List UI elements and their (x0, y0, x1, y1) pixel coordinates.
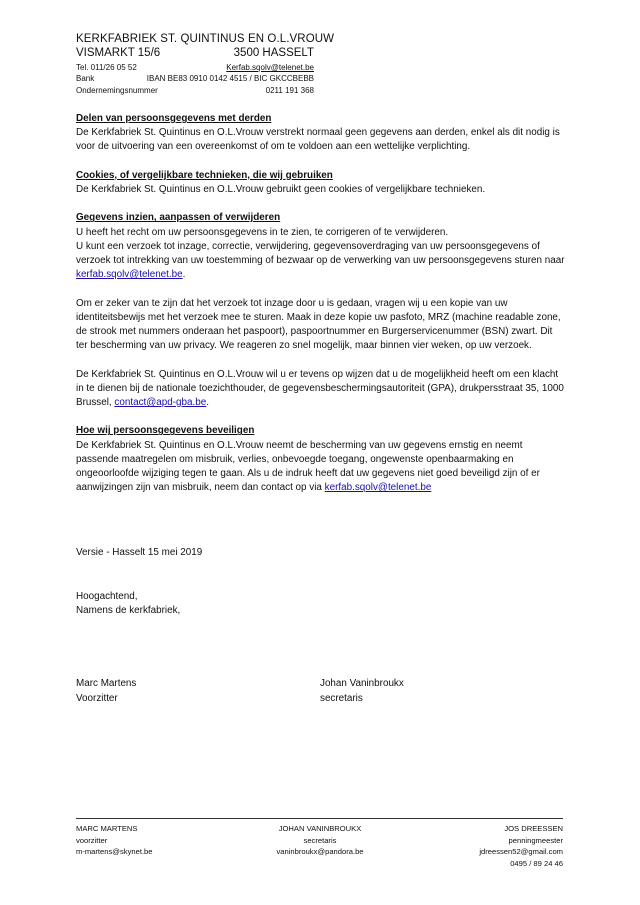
footer-left-name: MARC MARTENS (76, 824, 138, 833)
letterhead-address (76, 47, 314, 59)
signature-right-name: Johan Vaninbroukx (320, 678, 404, 689)
text-security: De Kerkfabriek St. Quintinus en O.L.Vrouw neemt de bescherming van uw gegevens ernstig en neemt passende maatregelen om misbruik, verlies, onbevoegde toegang, ongewenste openbaarmaking en ongeoorloofde wijziging tegen te gaan. Als u de indruk heeft dat uw gegevens niet goed beveiligd zijn of er aanwijzingen zijn van misbruik, neem dan contact op via kerfab.sqolv@telenet.be (76, 439, 540, 494)
text-access-para3: De Kerkfabriek St. Quintinus en O.L.Vrouw wil u er tevens op wijzen dat u de mogelijkheid heeft om een klacht in te dienen bij de nationale toezichthouder, de gegevensbeschermingsautoriteit (GPA), drukpersstraat 35, 1000 Brussel, contact@apd-gba.be. (76, 368, 564, 408)
footer-middle (250, 823, 390, 858)
text-access-line2: U kunt een verzoek tot inzage, correctie, verwijdering, gegevensoverdraging van uw persoonsgegevens of verzoek tot intrekking van uw toestemming of bezwaar op de verwerking van uw persoonsgegevens sturen naar kerfab.sqolv@telenet.be. (76, 240, 565, 281)
footer-left-email: m-martens@skynet.be (76, 847, 153, 857)
footer-left-role: voorzitter (76, 835, 108, 845)
letterhead-street: VISMARKT 15/6 (76, 47, 161, 59)
signature-left-name: Marc Martens (76, 678, 137, 689)
text-cookies: De Kerkfabriek St. Quintinus en O.L.Vrouw gebruikt geen cookies of vergelijkbare technieken. (76, 184, 486, 195)
access-email-link[interactable]: kerfab.sqolv@telenet.be (76, 269, 183, 281)
footer-right-name: JOS DREESSEN (504, 824, 563, 833)
company-label: Ondernemingsnummer (76, 86, 158, 95)
heading-cookies: Cookies, of vergelijkbare technieken, die wij gebruiken (76, 169, 333, 181)
heading-share: Delen van persoonsgegevens met derden (76, 113, 272, 124)
footer-middle-role: secretaris (303, 835, 337, 845)
signature-right (320, 677, 404, 706)
footer-right-phone: 0495 / 89 24 46 (510, 858, 563, 868)
closing-greeting: Hoogachtend, (76, 591, 138, 602)
text-access-para2: Om er zeker van te zijn dat het verzoek tot inzage door u is gedaan, vragen wij u een kopie van uw identiteitsbewijs met het verzoek mee te sturen. Maak in deze kopie uw pasfoto, MRZ (machine readable zone, de strook met nummers onderaan het paspoort), paspoortnummer en Burgerservicenummer (BSN) zwart. Dit ter bescherming van uw privacy. We reageren zo snel mogelijk, maar binnen vier weken, op uw verzoek. (76, 297, 561, 352)
footer-right-role: penningmeester (508, 835, 563, 845)
version-line: Versie - Hasselt 15 mei 2019 (76, 547, 203, 558)
signature-left-role: Voorzitter (76, 692, 118, 704)
closing-on-behalf: Namens de kerkfabriek, (76, 605, 181, 616)
text-share: De Kerkfabriek St. Quintinus en O.L.Vrouw verstrekt normaal geen gegevens aan derden, enkel als dit nodig is voor de uitvoering van een overeenkomst of om te voldoen aan een wettelijke verplichting. (76, 127, 560, 153)
letterhead-city: 3500 HASSELT (233, 47, 314, 59)
letterhead-email-link[interactable]: Kerfab.sqolv@telenet.be (226, 63, 314, 72)
heading-security: Hoe wij persoonsgegevens beveiligen (76, 425, 255, 437)
heading-access: Gegevens inzien, aanpassen of verwijderen (76, 212, 281, 224)
footer-divider (76, 818, 563, 819)
footer-right-email: jdreessen52@gmail.com (479, 847, 563, 857)
letterhead-company-number (76, 86, 314, 95)
footer-middle-email: vaninbroukx@pandora.be (276, 847, 364, 857)
gba-email-link[interactable]: contact@apd-gba.be (114, 397, 207, 408)
bank-label: Bank (76, 74, 95, 83)
letter-body (76, 112, 566, 495)
footer-middle-name: JOHAN VANINBROUKX (278, 824, 362, 833)
text-access-line1: U heeft het recht om uw persoonsgegevens in te zien, te corrigeren of te verwijderen. (76, 226, 449, 238)
letterhead-contact (76, 63, 314, 72)
letterhead-name: KERKFABRIEK ST. QUINTINUS EN O.L.VROUW (76, 33, 335, 45)
company-value: 0211 191 368 (265, 86, 314, 95)
security-email-link[interactable]: kerfab.sqolv@telenet.be (324, 482, 432, 494)
footer-right (479, 823, 563, 869)
footer-left (76, 823, 153, 858)
letterhead-bank (76, 74, 314, 83)
signature-left (76, 677, 136, 706)
signature-right-role: secretaris (320, 692, 363, 704)
bank-value: IBAN BE83 0910 0142 4515 / BIC GKCCBEBB (146, 74, 314, 83)
letterhead-tel: Tel. 011/26 05 52 (76, 63, 137, 72)
